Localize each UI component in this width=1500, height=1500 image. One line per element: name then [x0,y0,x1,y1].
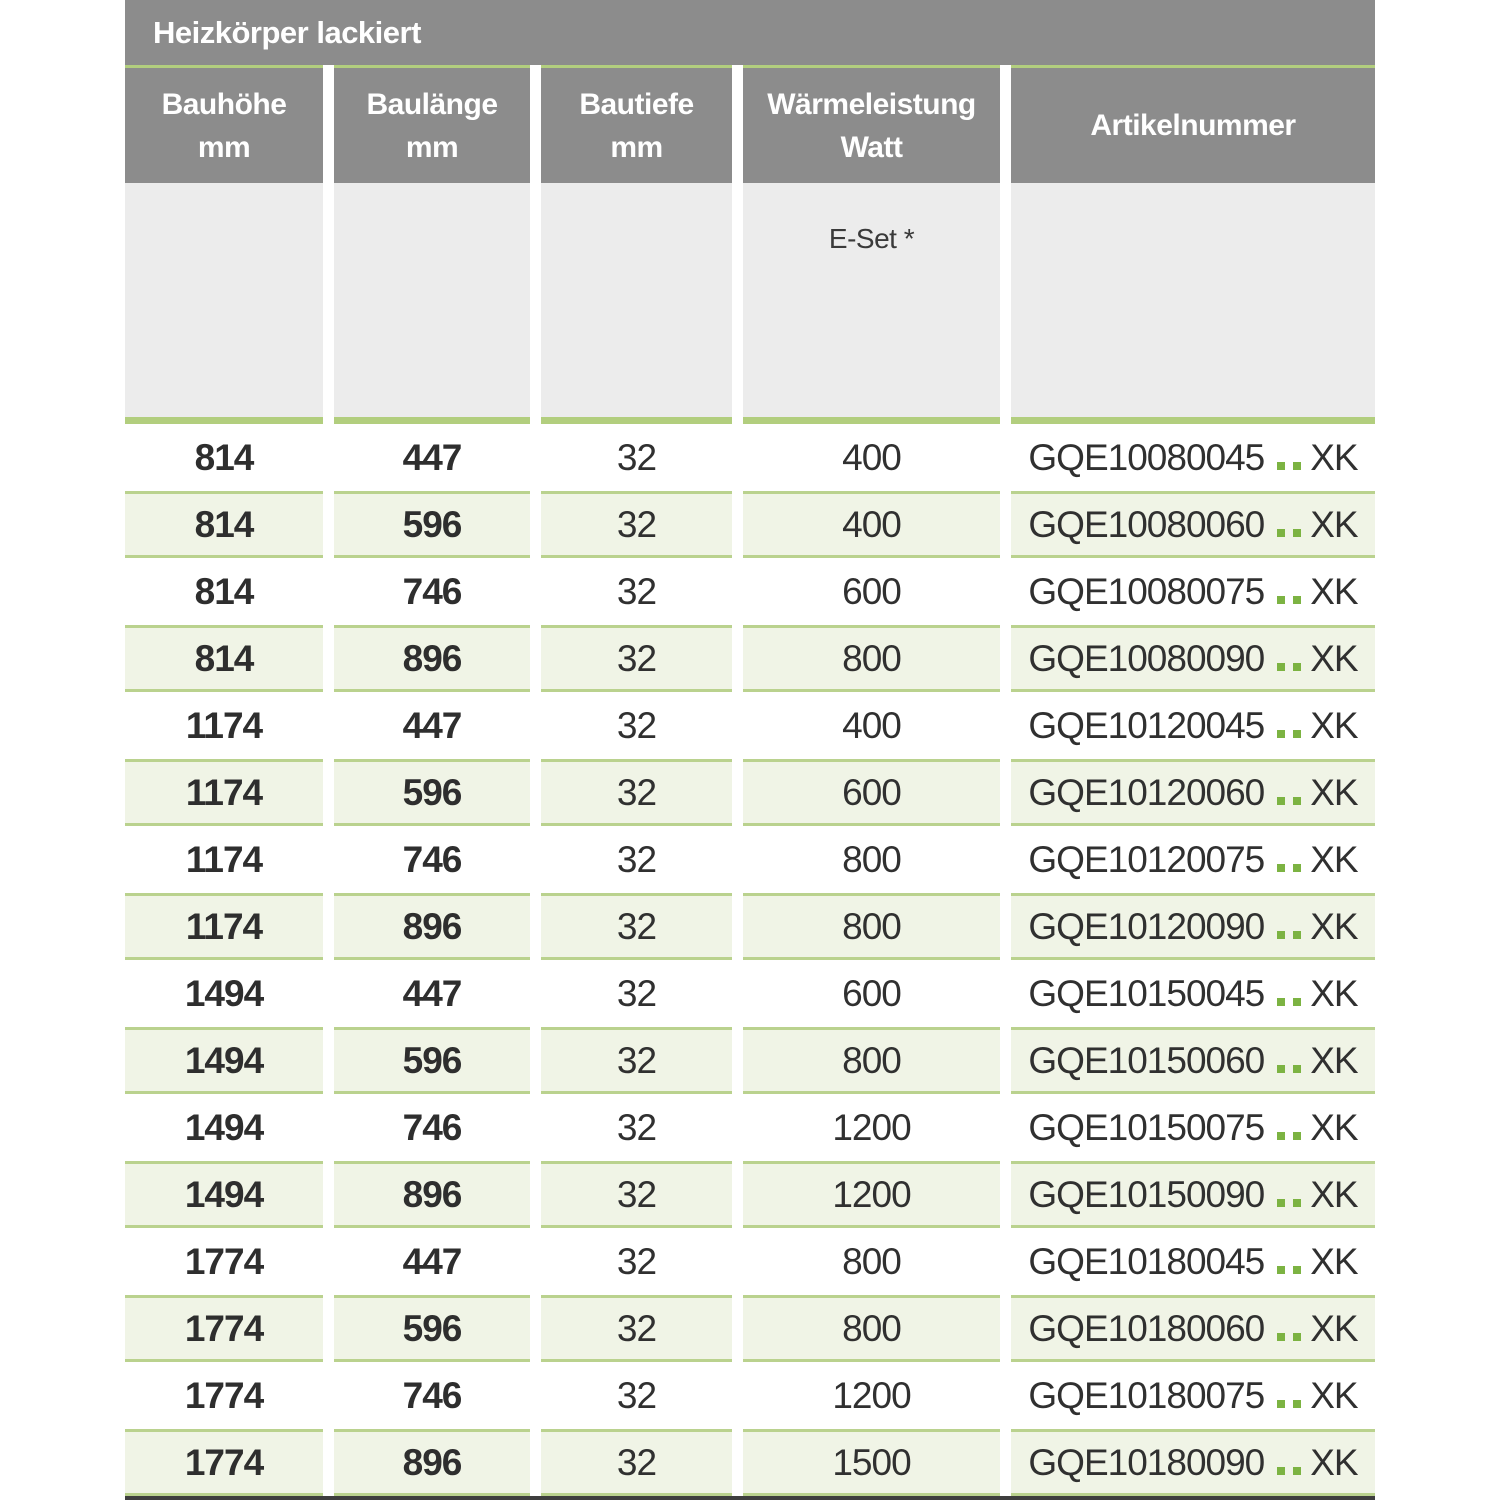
artikel-placeholder-dots [1277,973,1301,1015]
cell-baulaenge: 896 [334,1429,530,1496]
cell-bautiefe: 32 [616,704,657,746]
green-dot [1277,730,1285,738]
table-subheader-row [125,183,1375,417]
artikel-code: GQE10150060 [1028,1039,1265,1081]
artikel-code: GQE10120075 [1028,838,1265,880]
cell-watt: 1200 [832,1106,911,1148]
cell-bautiefe: 32 [541,1161,732,1228]
table-row [125,826,1375,893]
green-dot [1277,1266,1285,1274]
cell-watt: 800 [743,1027,1000,1094]
green-dot [1277,1467,1285,1475]
cell-artikelnummer [1011,491,1375,558]
green-dot [1277,1333,1285,1341]
column-header-bautiefe [541,65,732,183]
cell-bauhoehe: 1174 [185,838,263,880]
cell-baulaenge: 447 [402,436,462,478]
artikel-placeholder-dots [1277,571,1301,613]
green-dot [1277,1132,1285,1140]
green-dot [1293,1266,1301,1274]
cell-artikelnummer [1011,893,1375,960]
subheader-baulaenge [334,183,530,417]
cell-baulaenge: 896 [334,1161,530,1228]
table-row [125,1228,1375,1295]
subheader-artikel [1011,183,1375,417]
artikel-placeholder-dots [1277,437,1301,479]
table-row [125,1094,1375,1161]
cell-artikelnummer [1011,1027,1375,1094]
cell-bauhoehe: 1494 [125,1027,323,1094]
green-dot [1293,663,1301,671]
artikel-suffix: XK [1310,771,1358,813]
artikel-code: GQE10150045 [1028,972,1265,1014]
column-header-unit: mm [197,130,251,164]
artikel-code: GQE10080090 [1028,637,1265,679]
artikel-code: GQE10180075 [1028,1374,1265,1416]
cell-baulaenge: 896 [334,893,530,960]
cell-bauhoehe: 1174 [125,759,323,826]
artikel-placeholder-dots [1277,1442,1301,1484]
green-dot [1293,998,1301,1006]
green-band-segment [334,417,530,424]
green-dot [1277,998,1285,1006]
cell-bautiefe: 32 [616,1106,657,1148]
column-header-label: Wärmeleistung [767,87,976,121]
cell-bautiefe: 32 [541,1429,732,1496]
cell-watt: 400 [842,704,901,746]
artikel-suffix: XK [1310,704,1358,746]
cell-bautiefe: 32 [541,491,732,558]
table-row [125,1362,1375,1429]
cell-artikelnummer [1011,1429,1375,1496]
cell-bauhoehe: 1774 [125,1295,323,1362]
table-row [125,1027,1375,1094]
artikel-placeholder-dots [1277,1174,1301,1216]
cell-bautiefe: 32 [541,1295,732,1362]
cell-watt: 800 [743,625,1000,692]
cell-bauhoehe: 1774 [184,1374,264,1416]
green-dot [1277,931,1285,939]
subheader-bauhoehe [125,183,323,417]
cell-artikelnummer [1011,558,1375,625]
column-header-watt [743,65,1000,183]
cell-baulaenge: 746 [402,1106,462,1148]
cell-baulaenge: 746 [402,570,462,612]
cell-bauhoehe: 1774 [184,1240,264,1282]
green-dot [1277,462,1285,470]
artikel-suffix: XK [1310,972,1358,1014]
cell-watt: 800 [743,893,1000,960]
column-header-artikel [1011,65,1375,183]
cell-bauhoehe: 814 [194,570,254,612]
column-header-label: Baulänge [366,87,498,121]
table-title-bar [125,0,1375,65]
table-row [125,424,1375,491]
artikel-placeholder-dots [1277,839,1301,881]
green-dot [1277,1199,1285,1207]
artikel-placeholder-dots [1277,906,1301,948]
subheader-watt [743,183,1000,417]
column-header-baulaenge [334,65,530,183]
cell-bauhoehe: 1174 [185,704,263,746]
artikel-suffix: XK [1310,637,1358,679]
artikel-placeholder-dots [1277,1308,1301,1350]
cell-bautiefe: 32 [616,570,657,612]
cell-watt: 600 [842,570,901,612]
table-row [125,960,1375,1027]
cell-bauhoehe: 1174 [125,893,323,960]
green-dot [1293,1132,1301,1140]
cell-artikelnummer [1011,625,1375,692]
artikel-suffix: XK [1310,838,1358,880]
artikel-placeholder-dots [1277,638,1301,680]
cell-artikelnummer [1011,692,1375,759]
artikel-placeholder-dots [1277,1107,1301,1149]
cell-baulaenge: 447 [402,972,462,1014]
cell-bauhoehe: 1494 [184,972,264,1014]
column-header-label: Bauhöhe [161,87,287,121]
artikel-code: GQE10150090 [1028,1173,1265,1215]
artikel-code: GQE10180060 [1028,1307,1265,1349]
cell-watt: 400 [842,436,901,478]
cell-watt: 1200 [743,1161,1000,1228]
green-dot [1293,1199,1301,1207]
cell-bautiefe: 32 [541,893,732,960]
green-dot [1293,529,1301,537]
cell-baulaenge: 447 [402,704,462,746]
green-dot [1277,864,1285,872]
table-row [125,1161,1375,1228]
artikel-placeholder-dots [1277,772,1301,814]
artikel-code: GQE10180090 [1028,1441,1265,1483]
artikel-code: GQE10120060 [1028,771,1265,813]
artikel-suffix: XK [1310,570,1358,612]
cell-baulaenge: 896 [334,625,530,692]
cell-bautiefe: 32 [541,625,732,692]
green-dot [1293,1333,1301,1341]
table-bottom-border [125,1496,1375,1500]
green-dot [1277,529,1285,537]
green-band-segment [125,417,323,424]
column-header-unit: Watt [840,130,903,164]
green-dot [1293,1467,1301,1475]
table-row [125,893,1375,960]
table-header-row [125,65,1375,183]
green-dot [1277,797,1285,805]
column-header-label: Bautiefe [579,87,694,121]
table-row [125,1429,1375,1496]
artikel-placeholder-dots [1277,705,1301,747]
artikel-code: GQE10180045 [1028,1240,1265,1282]
artikel-code: GQE10080045 [1028,436,1265,478]
artikel-placeholder-dots [1277,1375,1301,1417]
cell-bautiefe: 32 [616,1374,657,1416]
cell-artikelnummer [1011,1228,1375,1295]
green-dot [1293,864,1301,872]
artikel-suffix: XK [1310,1441,1358,1483]
column-header-unit: mm [610,130,663,164]
cell-bauhoehe: 814 [194,436,254,478]
cell-artikelnummer [1011,960,1375,1027]
cell-artikelnummer [1011,1094,1375,1161]
green-dot [1293,462,1301,470]
cell-baulaenge: 746 [402,838,462,880]
cell-watt: 600 [842,972,901,1014]
artikel-code: GQE10080075 [1028,570,1265,612]
cell-bauhoehe: 814 [125,625,323,692]
green-band-segment [743,417,1000,424]
artikel-suffix: XK [1310,1039,1358,1081]
cell-bautiefe: 32 [616,1240,657,1282]
green-band-segment [1011,417,1375,424]
table-row [125,558,1375,625]
cell-watt: 800 [842,838,901,880]
green-dot [1293,1065,1301,1073]
green-dot [1293,1400,1301,1408]
artikel-placeholder-dots [1277,504,1301,546]
table-row [125,491,1375,558]
cell-bautiefe: 32 [616,972,657,1014]
cell-watt: 600 [743,759,1000,826]
table-row [125,692,1375,759]
green-dot [1293,730,1301,738]
cell-baulaenge: 746 [402,1374,462,1416]
table-row [125,625,1375,692]
cell-baulaenge: 596 [334,759,530,826]
green-dot [1277,596,1285,604]
cell-artikelnummer [1011,1295,1375,1362]
cell-bauhoehe: 814 [125,491,323,558]
artikel-code: GQE10120045 [1028,704,1265,746]
cell-artikelnummer [1011,759,1375,826]
cell-baulaenge: 447 [402,1240,462,1282]
cell-watt: 1200 [832,1374,911,1416]
cell-bauhoehe: 1774 [125,1429,323,1496]
table-title: Heizkörper lackiert [153,14,421,50]
artikel-code: GQE10080060 [1028,503,1265,545]
green-dot [1277,1065,1285,1073]
cell-bautiefe: 32 [616,436,657,478]
column-header-unit: mm [405,130,459,164]
cell-bauhoehe: 1494 [184,1106,264,1148]
artikel-suffix: XK [1310,1374,1358,1416]
cell-bautiefe: 32 [541,1027,732,1094]
green-divider-band [125,417,1375,424]
green-band-segment [541,417,732,424]
eset-label: E-Set * [828,223,915,254]
green-dot [1277,1400,1285,1408]
cell-bautiefe: 32 [541,759,732,826]
artikel-code: GQE10120090 [1028,905,1265,947]
artikel-code: GQE10150075 [1028,1106,1265,1148]
artikel-suffix: XK [1310,1106,1358,1148]
cell-watt: 1500 [743,1429,1000,1496]
cell-artikelnummer [1011,1161,1375,1228]
green-dot [1293,596,1301,604]
cell-artikelnummer [1011,424,1375,491]
column-header-bauhoehe [125,65,323,183]
artikel-suffix: XK [1310,503,1358,545]
table-row [125,759,1375,826]
cell-artikelnummer [1011,1362,1375,1429]
green-dot [1293,931,1301,939]
artikel-suffix: XK [1310,436,1358,478]
cell-baulaenge: 596 [334,491,530,558]
cell-bauhoehe: 1494 [125,1161,323,1228]
cell-baulaenge: 596 [334,1027,530,1094]
artikel-suffix: XK [1310,905,1358,947]
table-row [125,1295,1375,1362]
cell-baulaenge: 596 [334,1295,530,1362]
cell-watt: 800 [842,1240,901,1282]
green-dot [1293,797,1301,805]
spec-table [125,0,1375,1500]
column-header-label: Artikelnummer [1090,109,1296,142]
artikel-suffix: XK [1310,1307,1358,1349]
artikel-suffix: XK [1310,1173,1358,1215]
subheader-bautiefe [541,183,732,417]
artikel-placeholder-dots [1277,1241,1301,1283]
cell-watt: 400 [743,491,1000,558]
artikel-suffix: XK [1310,1240,1358,1282]
cell-artikelnummer [1011,826,1375,893]
artikel-placeholder-dots [1277,1040,1301,1082]
cell-watt: 800 [743,1295,1000,1362]
green-dot [1277,663,1285,671]
table-body [125,424,1375,1496]
cell-bautiefe: 32 [616,838,657,880]
